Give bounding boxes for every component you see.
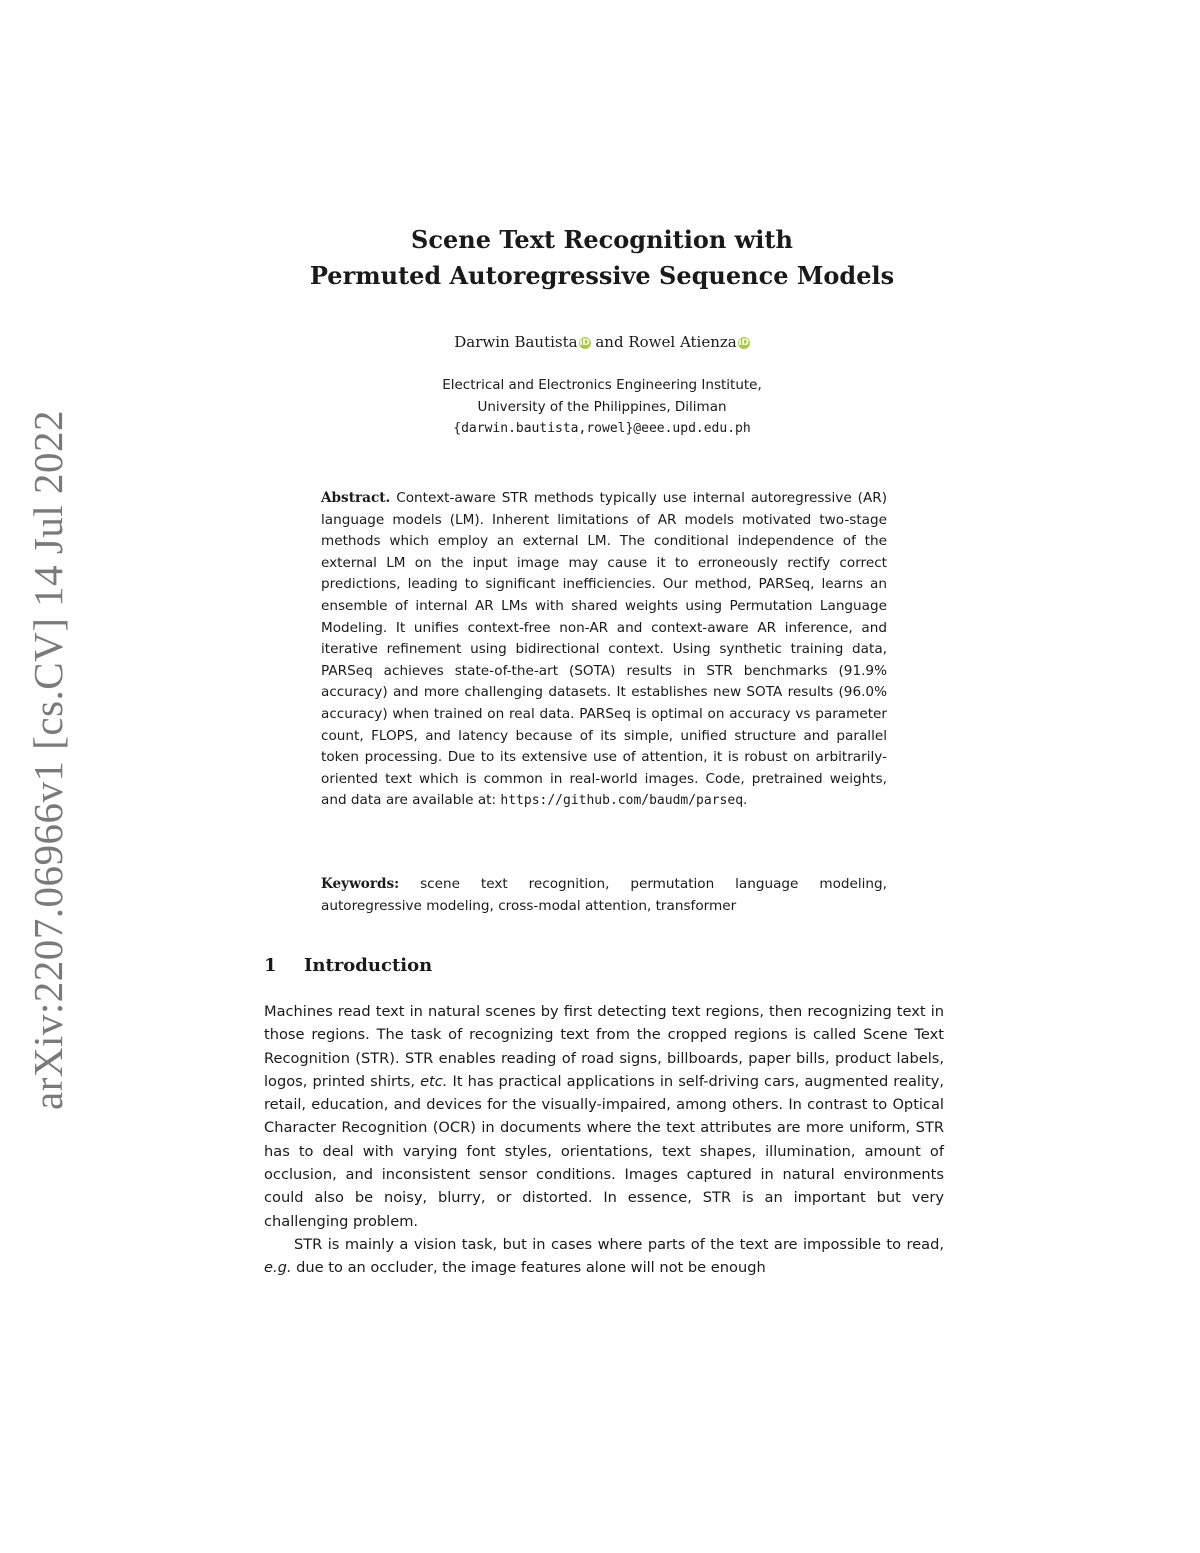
abstract-end: .: [743, 792, 748, 809]
paragraph-emphasis: e.g.: [264, 1259, 292, 1277]
affiliation-line: Electrical and Electronics Engineering Institute,: [442, 377, 762, 393]
title-line-1: Scene Text Recognition with: [411, 225, 793, 254]
section-title: Introduction: [304, 955, 433, 976]
paragraph-text: due to an occluder, the image features alone will not be enough: [291, 1259, 766, 1277]
paragraph-text: Machines read text in natural scenes by first detecting text regions, then recognizing text in those regions. The task of recognizing text from the cropped regions is called Scene Text Recognition (STR). STR enables reading of road signs, billboards, paper bills, product labels, logos, printed shirts,: [264, 1003, 944, 1090]
code-url-link[interactable]: https://github.com/baudm/parseq: [500, 793, 744, 809]
author-email[interactable]: {darwin.bautista,rowel}@eee.upd.edu.ph: [453, 421, 751, 436]
paragraph-text: STR is mainly a vision task, but in cases where parts of the text are impossible to read,: [294, 1235, 944, 1253]
author-name: Rowel Atienza: [628, 333, 737, 351]
author-name: Darwin Bautista: [454, 333, 578, 351]
paragraph-text: It has practical applications in self-driving cars, augmented reality, retail, education, and devices for the visually-impaired, among others. In contrast to Optical Character Recognition (OCR) in documents where the text attributes are more uniform, STR has to deal with varying font styles, orientations, text shapes, illumination, amount of occlusion, and inconsistent sensor conditions. Images captured in natural environments could also be noisy, blurry, or distorted. In essence, STR is an important but very challenging problem.: [264, 1072, 944, 1230]
orcid-icon[interactable]: iD: [738, 338, 750, 348]
abstract-text: Context-aware STR methods typically use internal autoregressive (AR) language models (LM). Inherent limitations of AR models motivated two-stage methods which employ an external LM. The conditional independence of the external LM on the input image may cause it to erroneously rectify correct predictions, leading to significant inefficiencies. Our method, PARSeq, learns an ensemble of internal AR LMs with shared weights using Permutation Language Modeling. It unifies context-free non-AR and context-aware AR inference, and iterative refinement using bidirectional context. Using synthetic training data, PARSeq achieves state-of-the-art (SOTA) results in STR benchmarks (91.9% accuracy) and more challenging datasets. It establishes new SOTA results (96.0% accuracy) when trained on real data. PARSeq is optimal on accuracy vs parameter count, FLOPS, and latency because of its simple, unified structure and parallel token processing. Due to its extensive use of attention, it is robust on arbitrarily-oriented text which is common in real-world images. Code, pretrained weights, and data are available at:: [321, 490, 887, 809]
paragraph-emphasis: etc.: [420, 1072, 448, 1090]
section-heading: [264, 955, 944, 976]
affiliation-line: University of the Philippines, Diliman: [477, 398, 727, 415]
keywords: [321, 874, 887, 917]
author-connector: and: [590, 333, 629, 351]
arxiv-identifier-stamp: arXiv:2207.06966v1 [cs.CV] 14 Jul 2022: [25, 409, 71, 1111]
orcid-icon[interactable]: iD: [579, 338, 590, 348]
title-line-2: Permuted Autoregressive Sequence Models: [309, 261, 895, 290]
paragraph: [264, 1000, 944, 1233]
keywords-text: scene text recognition, permutation language modeling, autoregressive modeling, cross-modal attention, transformer: [321, 876, 887, 914]
paper-title: [240, 222, 964, 294]
abstract-label: Abstract.: [321, 490, 391, 506]
abstract: [321, 488, 887, 812]
affiliation-block: [240, 375, 964, 440]
section-number: 1: [264, 955, 277, 976]
paragraph: [264, 1233, 944, 1280]
author-list: [240, 333, 964, 351]
keywords-label: Keywords:: [321, 876, 400, 892]
intro-body: [264, 1000, 944, 1280]
